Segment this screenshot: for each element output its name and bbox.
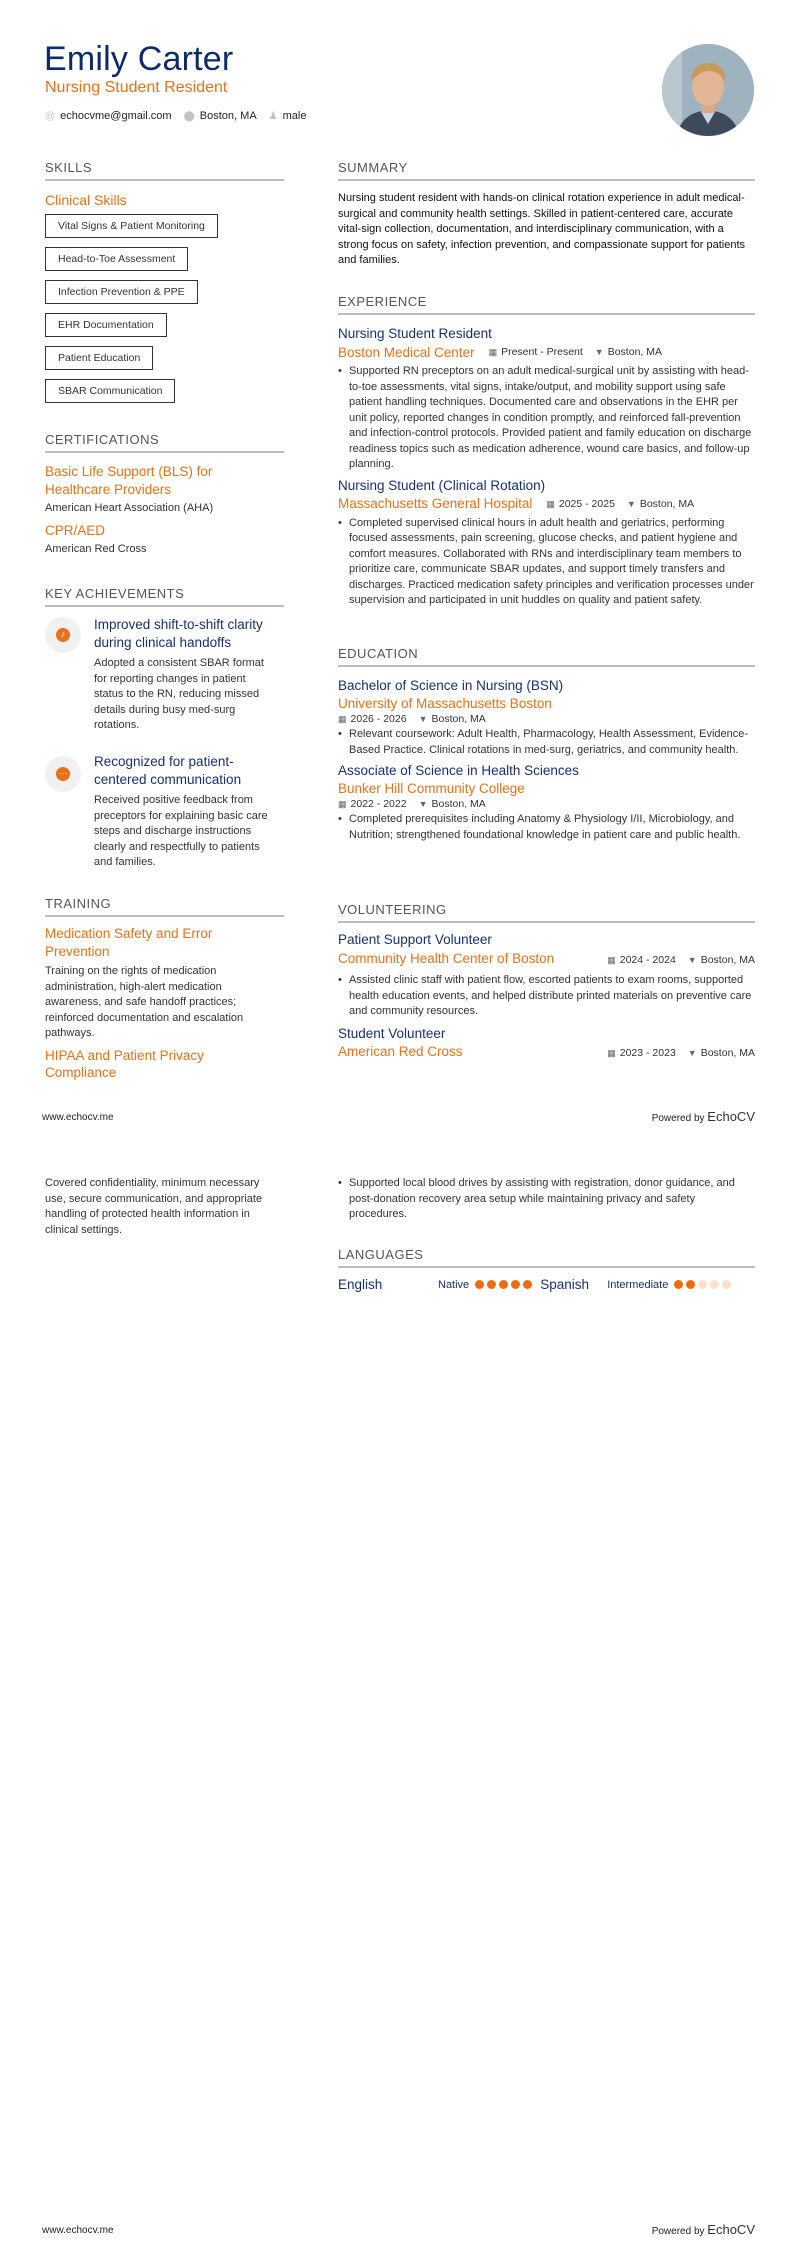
candidate-title: Nursing Student Resident <box>45 79 228 96</box>
volunteer-location: Boston, MA <box>700 953 755 966</box>
edu-location: Boston, MA <box>431 713 486 725</box>
education-item <box>338 762 755 843</box>
volunteer-bullet: • Supported local blood drives by assisting with registration, donor guidance, and post-donation recovery area setup while maintaining privacy and safety procedures. <box>338 1176 755 1223</box>
rating-dot-filled <box>487 1280 496 1289</box>
language-rating <box>671 1277 731 1292</box>
achievement-title: Improved shift-to-shift clarity during clinical handoffs <box>94 617 263 650</box>
job-title: Nursing Student (Clinical Rotation) <box>338 477 546 493</box>
brand-logo: EchoCV <box>707 2222 755 2237</box>
education-item <box>338 677 755 758</box>
skill-tag: Vital Signs & Patient Monitoring <box>45 214 218 238</box>
section-heading-education: EDUCATION <box>338 646 755 667</box>
company-name: Boston Medical Center <box>338 344 475 360</box>
footer-site-link[interactable]: www.echocv.me <box>42 1112 114 1123</box>
edu-bullet: • Completed prerequisites including Anatomy & Physiology I/II, Microbiology, and Nutrition; strengthened foundational knowledge in patient care and public health. <box>338 812 755 843</box>
volunteer-org: Community Health Center of Boston <box>338 950 555 966</box>
school: Bunker Hill Community College <box>338 780 525 796</box>
experience-item <box>338 325 755 473</box>
volunteer-dates: 2024 - 2024 <box>619 953 676 966</box>
job-bullet: • Supported RN preceptors on an adult medical-surgical unit by assisting with head-to-toe assessments, vital signs, intake/output, and mobility support using safe patient handling techniques. Documented care and observations in the EHR per unit policy, reported changes in condition promptly, and reinforced fall-prevention and infection-control protocols. Provided patient and family education on discharge readiness topics such as medication adherence, wound care basics, and follow-up planning. <box>338 364 755 473</box>
volunteer-dates: 2023 - 2023 <box>619 1047 676 1059</box>
rating-dot-filled <box>499 1280 508 1289</box>
volunteer-role: Patient Support Volunteer <box>338 932 492 947</box>
location: Boston, MA <box>199 110 257 122</box>
section-heading-skills: SKILLS <box>45 160 284 181</box>
skill-group-title: Clinical Skills <box>45 192 127 208</box>
volunteer-bullet: • Assisted clinic staff with patient flow, escorted patients to exam rooms, supported health education events, and helped distribute printed materials on preventive care and community resources. <box>338 973 755 1020</box>
chat-icon: ··· <box>45 756 81 792</box>
rating-dot-filled <box>686 1280 695 1289</box>
summary-text: Nursing student resident with hands-on clinical rotation experience in adult medical-surgical and community health settings. Skilled in patient-centered care, accurate vital-sign collection, documentation, and interdisciplinary communication, with a strong focus on safety, infection prevention, and compassionate support for patients and families. <box>338 192 746 266</box>
rating-dot-filled <box>674 1280 683 1289</box>
location-pin-icon: ▼ <box>687 1048 697 1058</box>
skill-tag: Head-to-Toe Assessment <box>45 247 188 271</box>
rating-dot-empty <box>710 1280 719 1289</box>
training-name: Medication Safety and Error Prevention <box>45 926 213 959</box>
company-name: Massachusetts General Hospital <box>338 496 533 511</box>
school: University of Massachusetts Boston <box>338 695 552 711</box>
section-heading-languages: LANGUAGES <box>338 1247 755 1268</box>
language-rating <box>472 1277 532 1292</box>
gender: male <box>282 110 307 122</box>
achievement-desc: Received positive feedback from preceptors for explaining basic care steps and discharge instructions clearly and respectfully to patients and families. <box>94 794 268 868</box>
certification-name: Basic Life Support (BLS) for Healthcare Providers <box>45 464 213 497</box>
rating-dot-filled <box>511 1280 520 1289</box>
section-heading-certifications: CERTIFICATIONS <box>45 432 284 453</box>
degree: Associate of Science in Health Sciences <box>338 763 579 778</box>
email-icon: @ <box>45 111 56 122</box>
brand-logo: EchoCV <box>707 1109 755 1124</box>
certification-item <box>45 463 284 558</box>
certification-name: CPR/AED <box>45 522 106 538</box>
location-pin-icon: ▼ <box>687 954 697 965</box>
education-list <box>338 677 755 843</box>
skill-tag: Patient Education <box>45 346 153 370</box>
edu-bullet: • Relevant coursework: Adult Health, Pharmacology, Health Assessment, Evidence-Based Practice. Clinical rotations in med-surg, geriatrics, and community health. <box>338 727 755 758</box>
language-name: English <box>338 1277 383 1292</box>
edu-dates: 2022 - 2022 <box>350 798 407 810</box>
job-title: Nursing Student Resident <box>338 326 492 341</box>
candidate-name: Emily Carter <box>44 40 234 78</box>
location-pin-icon: ▼ <box>418 799 428 809</box>
location-pin-icon: ▼ <box>594 347 604 358</box>
section-heading-training: TRAINING <box>45 896 284 917</box>
volunteering-list <box>338 931 755 1061</box>
language-level: Native <box>438 1278 470 1291</box>
achievement-item <box>94 753 269 871</box>
job-dates: 2025 - 2025 <box>558 497 615 510</box>
language-level: Intermediate <box>607 1278 669 1291</box>
calendar-icon: ▦ <box>607 954 616 965</box>
edu-location: Boston, MA <box>431 798 486 810</box>
footer-powered <box>652 1109 755 1124</box>
calendar-icon: ▦ <box>488 347 498 358</box>
profile-photo <box>662 44 754 136</box>
language-name: Spanish <box>540 1277 589 1292</box>
powered-by-label: Powered by <box>651 2226 705 2237</box>
skill-tag: Infection Prevention & PPE <box>45 280 198 304</box>
achievement-title: Recognized for patient-centered communication <box>94 754 242 787</box>
experience-list <box>338 325 755 609</box>
location-pin-icon: ▼ <box>626 498 636 509</box>
footer-powered <box>652 2222 755 2237</box>
training-item <box>45 925 270 1082</box>
rating-dot-empty <box>698 1280 707 1289</box>
section-heading-achievements: KEY ACHIEVEMENTS <box>45 586 284 607</box>
section-heading-experience: EXPERIENCE <box>338 294 755 315</box>
section-heading-summary: SUMMARY <box>338 160 755 181</box>
location-pin-icon: ▼ <box>418 714 428 724</box>
training-desc: Covered confidentiality, minimum necessary use, secure communication, and appropriate handling of protected health information in clinical settings. <box>45 1177 263 1236</box>
languages-row <box>338 1277 755 1292</box>
contact-info <box>45 110 306 122</box>
email[interactable]: echocvme@gmail.com <box>60 110 172 122</box>
footer-site-link[interactable]: www.echocv.me <box>42 2225 114 2236</box>
powered-by-label: Powered by <box>651 1113 705 1124</box>
rating-dot-filled <box>475 1280 484 1289</box>
degree: Bachelor of Science in Nursing (BSN) <box>338 678 564 693</box>
job-location: Boston, MA <box>639 497 695 510</box>
rating-dot-empty <box>722 1280 731 1289</box>
volunteer-location: Boston, MA <box>700 1047 755 1059</box>
certification-issuer: American Heart Association (AHA) <box>45 502 214 514</box>
rating-dot-filled <box>523 1280 532 1289</box>
bell-icon: ♪ <box>45 617 81 653</box>
skill-tag: EHR Documentation <box>45 313 167 337</box>
section-heading-volunteering: VOLUNTEERING <box>338 902 755 923</box>
calendar-icon: ▦ <box>607 1048 616 1058</box>
job-dates: Present - Present <box>501 346 583 359</box>
job-location: Boston, MA <box>607 346 662 359</box>
location-pin-icon: ⬤ <box>183 111 195 122</box>
training-desc: Training on the rights of medication administration, high-alert medication awareness, and safe handoff practices; reinforced documentation and escalation pathways. <box>45 965 244 1039</box>
volunteer-role: Student Volunteer <box>338 1025 446 1041</box>
edu-dates: 2026 - 2026 <box>350 713 407 725</box>
skill-tag: SBAR Communication <box>45 379 175 403</box>
job-bullet: • Completed supervised clinical hours in adult health and geriatrics, performing focused assessments, pain screening, glucose checks, and patient hygiene and comfort measures. Collaborated with RNs and interdisciplinary team members to prioritize care, communicate SBAR updates, and support timely transfers and discharges. Practiced medication safety principles and verification processes under supervision and participated in unit huddles on quality and patient safety. <box>338 516 755 609</box>
calendar-icon: ▦ <box>338 714 347 724</box>
experience-item <box>338 477 755 609</box>
achievement-desc: Adopted a consistent SBAR format for reporting changes in patient status to the RN, reducing missed details during busy med-surg rotations. <box>94 657 264 731</box>
user-icon: ♟ <box>268 111 278 122</box>
calendar-icon: ▦ <box>546 498 555 509</box>
training-name: HIPAA and Patient Privacy Compliance <box>45 1047 204 1080</box>
volunteer-org: American Red Cross <box>338 1044 463 1059</box>
certification-issuer: American Red Cross <box>45 543 147 555</box>
achievement-item <box>94 616 264 734</box>
calendar-icon: ▦ <box>338 799 347 809</box>
